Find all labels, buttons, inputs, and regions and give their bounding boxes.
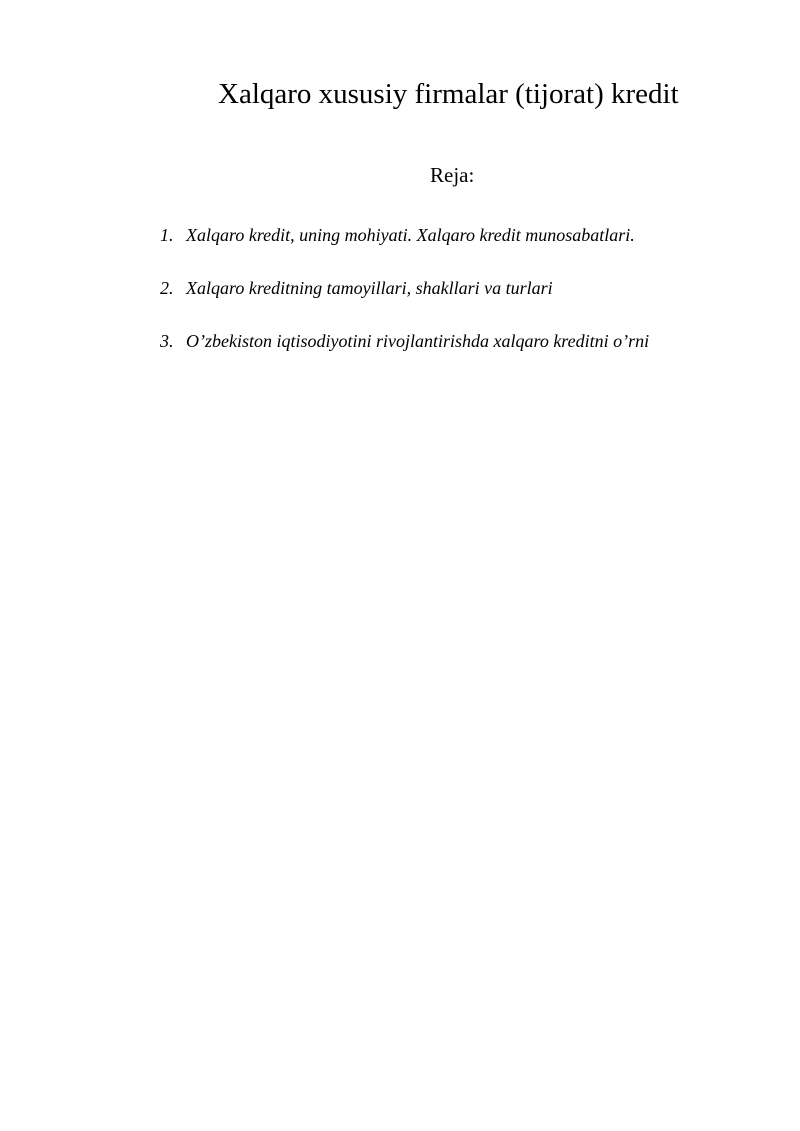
plan-item-text: O’zbekiston iqtisodiyotini rivojlantirishda xalqaro kreditni o’rni bbox=[186, 331, 650, 351]
document-title: Xalqaro xususiy firmalar (tijorat) kredit bbox=[218, 78, 679, 110]
plan-item-text: Xalqaro kredit, uning mohiyati. Xalqaro kredit munosabatlari. bbox=[186, 225, 635, 245]
plan-list bbox=[160, 222, 649, 381]
plan-heading: Reja: bbox=[430, 163, 475, 187]
plan-item-number: 3. bbox=[160, 331, 174, 351]
plan-item-number: 1. bbox=[160, 225, 174, 245]
plan-item-number: 2. bbox=[160, 278, 174, 298]
plan-item-3 bbox=[160, 328, 649, 354]
plan-item-1 bbox=[160, 222, 649, 248]
plan-item-text: Xalqaro kreditning tamoyillari, shakllari va turlari bbox=[186, 278, 553, 298]
plan-item-2 bbox=[160, 275, 649, 301]
